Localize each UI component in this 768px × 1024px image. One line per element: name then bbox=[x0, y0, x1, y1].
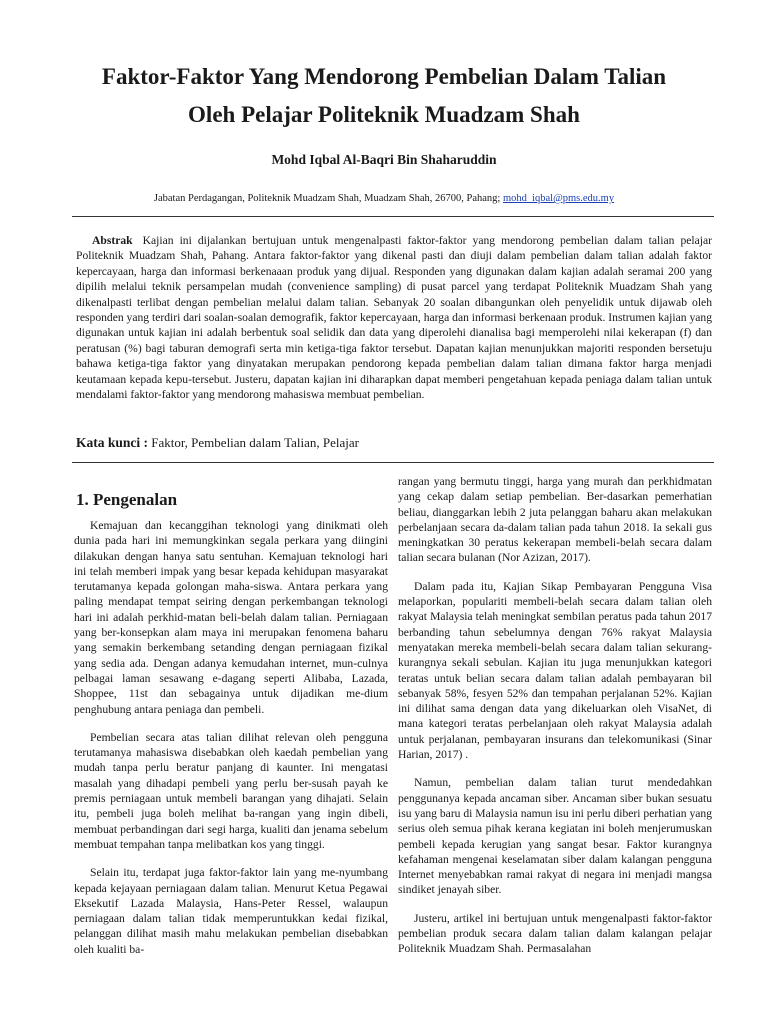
paragraph: Kemajuan dan kecanggihan teknologi yang dinikmati oleh dunia pada hari ini memungkinkan segala perkara yang diingini dilakukan dengan hanya satu sentuhan. Kemajuan teknologi hari ini telah memberi impak yang besar kepada kehidupan masyarakat terutamanya kepada golongan maha-siswa. Antara perkara yang paling mendapat tempat seiring dengan perkembangan teknologi hari ini adalah perkhid-matan beli-belah dalam talian. Perniagaan yang ber-konsepkan alam maya ini merupakan fenomena baharu yang semakin berkembang setanding dengan perniagaan fizikal yang sedia ada. Dengan adanya kemudahan internet, mun-culnya pelbagai laman sesawang e-dagang seperti Alibaba, Lazada, Shoppee, 11st dan sebagainya untuk dijadikan me-dium penghubung antara peniaga dan pembeli. bbox=[74, 519, 388, 716]
abstract bbox=[76, 233, 712, 402]
paragraph: Justeru, artikel ini bertujuan untuk mengenalpasti faktor-faktor pembelian produk secara dalam talian dalam kalangan pelajar Politeknik Muadzam Shah. Permasalahan bbox=[398, 911, 712, 956]
abstract-label: Abstrak bbox=[92, 234, 133, 247]
section-heading: 1. Pengenalan bbox=[76, 490, 178, 509]
keywords bbox=[76, 435, 712, 451]
right-column bbox=[398, 474, 712, 970]
paragraph: Selain itu, terdapat juga faktor-faktor lain yang me-nyumbang kepada kejayaan perniagaan dalam talian. Menurut Ketua Pegawai Eksekutif Lazada Malaysia, Hans-Peter Ressel, walaupun perniagaan dalam talian tidak memperuntukkan kedai fizikal, pelanggan dilihat masih mahu melakukan pembelian disebabkan oleh kualiti ba- bbox=[74, 866, 388, 956]
keywords-label: Kata kunci : bbox=[76, 435, 149, 450]
paragraph: Dalam pada itu, Kajian Sikap Pembayaran Pengguna Visa melaporkan, populariti membeli-belah secara dalam talian oleh rakyat Malaysia telah meningkat sembilan peratus pada tahun 2017 berbanding tahun sebelumnya dengan 76% rakyat Malaysia menyatakan mereka membeli-belah secara dalam talian sekurang-kurangnya sekali sebulan. Kajian itu juga menunjukkan kategori teratas untuk belian secara dalam talian adalah pembayaran bil sebanyak 58%, fesyen 52% dan tempahan perjalanan 52%. Kajian ini dilihat sama dengan data yang dikeluarkan oleh VisaNet, di mana kategori teratas perbelanjaan oleh rakyat Malaysia adalah untuk perjalanan, pembayaran insurans dan telekomunikasi (Sinar Harian, 2017) . bbox=[398, 579, 712, 762]
author-name: Mohd Iqbal Al-Baqri Bin Shaharuddin bbox=[271, 152, 497, 167]
title-line-2: Oleh Pelajar Politeknik Muadzam Shah bbox=[188, 102, 580, 127]
keywords-divider bbox=[72, 462, 714, 463]
affiliation-text: Jabatan Perdagangan, Politeknik Muadzam Shah, Muadzam Shah, 26700, Pahang; bbox=[153, 193, 501, 204]
author-email-link[interactable]: mohd_iqbal@pms.edu.my bbox=[502, 193, 615, 204]
abstract-text: Kajian ini dijalankan bertujuan untuk mengenalpasti faktor-faktor yang mendorong pembelian dalam talian pelajar Politeknik Muadzam Shah, Pahang. Antara faktor-faktor yang dikenal pasti dan diuji dalam pembelian dalam talian adalah faktor kepercayaan, harga dan informasi berkenaaan produk yang dijual. Responden yang digunakan dalam kajian adalah seramai 200 yang dipilih melalui teknik persampelan mudah (convenience sampling) di pusat parcel yang terdapat Politeknik Muadzam Shah yang dikenalpasti terlibat dengan pembelian melalui dalam talian. Sebanyak 20 soalan dibangunkan oleh penyelidik untuk dijawab oleh responden yang terdiri dari soalan-soalan demografik, faktor kepercayaan, harga dan informasi berkenaan produk. Instrumen kajian yang digunakan untuk kajian ini adalah berbentuk soal selidik dan data yang diperolehi dianalisa bagi memperolehi nilai kekerapan (f) dan peratusan (%) bagi taburan demografi serta min ketiga-tiga faktor tersebut. Dapatan kajian menunjukkan majoriti responden bersetuju bahawa ketiga-tiga faktor yang dinyatakan merupakan pendorong kepada pembelian dalam talian dimana faktor harga menjadi keutamaan kepada kepu-tersebut. Justeru, dapatan kajian ini diharapkan dapat memberi pengetahuan kepada peniaga dalam talian untuk mendalami faktor-faktor yang mendorong mahasiswa membuat pembelian. bbox=[76, 234, 712, 402]
left-column bbox=[74, 518, 388, 970]
affiliation bbox=[0, 193, 768, 204]
paper-title bbox=[40, 58, 728, 134]
keywords-text: Faktor, Pembelian dalam Talian, Pelajar bbox=[151, 435, 359, 450]
paragraph: Namun, pembelian dalam talian turut mendedahkan penggunanya kepada ancaman siber. Ancaman siber bukan sesuatu isu yang baru di Malaysia namun isu ini perlu diberi perhatian yang serius oleh semua pihak kerana kegiatan ini boleh menjerumuskan pembeli kepada kerugian yang sangat besar. Faktor kurangnya kefahaman mengenai keselamatan siber dalam kalangan pengguna Internet menyebabkan ramai rakyat di negara ini menjadi mangsa sindiket jenayah siber. bbox=[398, 776, 712, 897]
paragraph: rangan yang bermutu tinggi, harga yang murah dan perkhidmatan yang cekap dalam setiap pembelian. Ber-dasarkan pemerhatian beliau, dianggarkan lebih 2 juta pelanggan baharu akan melakukan perbelanjaan secara da-dalam talian pada tahun 2018. Ia sekali gus meningkatkan 30 peratus kekerapan membeli-belah secara dalam talian secara bulanan (Nor Azizan, 2017). bbox=[398, 475, 712, 565]
header-divider bbox=[72, 216, 714, 217]
paragraph: Pembelian secara atas talian dilihat relevan oleh pengguna terutamanya mahasiswa disebabkan oleh kaedah pembelian yang mudah tanpa perlu beratur panjang di kaunter. Ini mengatasi masalah yang dihadapi pembeli yang perlu ber-susah payah ke premis perniagaan untuk membeli barangan yang dihajati. Selain itu, pembeli juga boleh melihat ba-rangan yang ingin dibeli, membuat perbandingan dari segi harga, kualiti dan jenama sebelum membuat tempahan tanpa melibatkan kos yang tinggi. bbox=[74, 730, 388, 851]
title-line-1: Faktor-Faktor Yang Mendorong Pembelian Dalam Talian bbox=[101, 64, 667, 89]
